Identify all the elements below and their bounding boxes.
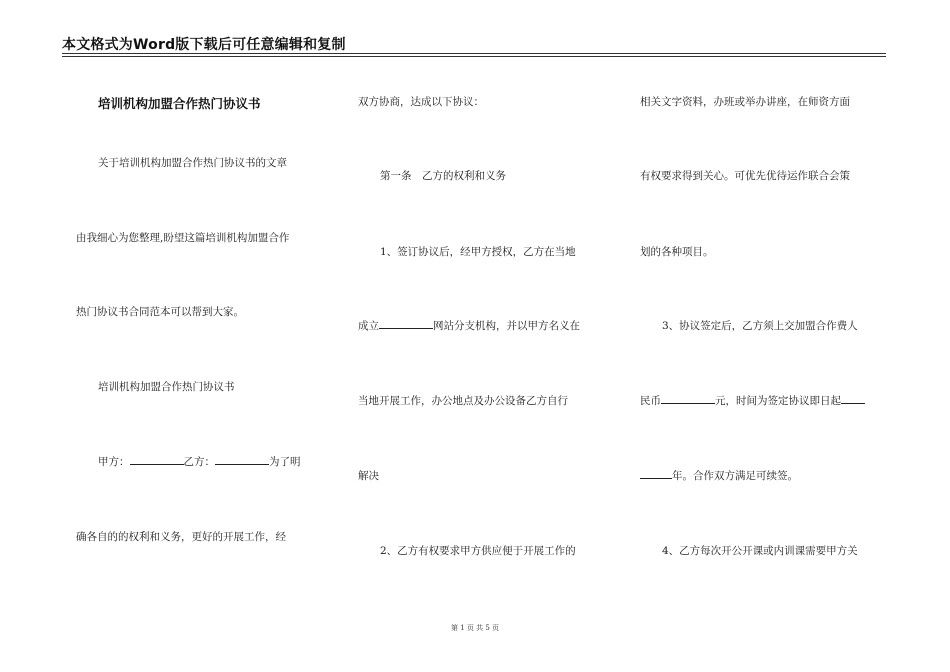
term-years-blank: [640, 468, 672, 479]
col3-line-6: [640, 468, 798, 483]
fee-amount-blank: [661, 393, 715, 404]
col2-line-3: 1、签订协议后，经甲方授权，乙方在当地: [380, 246, 576, 258]
col3-line-1: 相关文字资料，办班或举办讲座，在师资方面: [640, 96, 850, 108]
col3-line-5-head: 民币: [640, 395, 661, 407]
col1-line-5-tail: 为了明: [269, 456, 301, 468]
col1-line-5: [98, 454, 301, 469]
col3-line-7: 4、乙方每次开公开课或内训课需要甲方关: [662, 545, 858, 557]
page-number: 第 1 页 共 5 页: [450, 624, 500, 632]
col1-line-4: 培训机构加盟合作热门协议书: [98, 381, 235, 393]
col2-line-4-head: 成立: [358, 320, 379, 332]
branch-name-blank: [379, 318, 433, 329]
col1-line-2: 由我细心为您整理,盼望这篇培训机构加盟合作: [76, 232, 290, 244]
col2-line-7: 2、乙方有权要求甲方供应便于开展工作的: [380, 545, 576, 557]
party-b-label: 乙方：: [183, 456, 215, 468]
col2-line-4: [358, 318, 580, 333]
col1-line-1: 关于培训机构加盟合作热门协议书的文章: [98, 157, 287, 169]
col3-line-4: 3、协议签定后，乙方须上交加盟合作费人: [662, 320, 858, 332]
col2-line-5: 当地开展工作，办公地点及办公设备乙方自行: [358, 395, 568, 407]
col3-line-5: [640, 393, 865, 408]
article-one-heading: 第一条 乙方的权利和义务: [380, 170, 506, 182]
download-banner: 本文格式为Word版下载后可任意编辑和复制: [62, 37, 346, 53]
col2-line-6: 解决: [358, 470, 379, 482]
header-rule-top: [62, 53, 886, 54]
col1-line-6: 确各自的的权利和义务，更好的开展工作，经: [76, 531, 286, 543]
col3-line-6-tail: 年。合作双方满足可续签。: [672, 470, 798, 482]
party-b-blank: [215, 454, 269, 465]
col3-line-5-mid: 元，时间为签定协议即日起: [715, 395, 841, 407]
party-a-label: 甲方：: [98, 456, 130, 468]
col3-line-2: 有权要求得到关心。可优先优待运作联合会策: [640, 170, 850, 182]
header-rule-bottom: [62, 56, 886, 57]
col3-line-3: 划的各种项目。: [640, 246, 714, 258]
party-a-blank: [130, 454, 184, 465]
col1-line-3: 热门协议书合同范本可以帮到大家。: [76, 306, 244, 318]
col2-line-1: 双方协商，达成以下协议：: [358, 96, 484, 108]
document-title: 培训机构加盟合作热门协议书: [98, 96, 261, 111]
term-start-blank: [841, 393, 865, 404]
col2-line-4-tail: 网站分支机构，并以甲方名义在: [433, 320, 580, 332]
